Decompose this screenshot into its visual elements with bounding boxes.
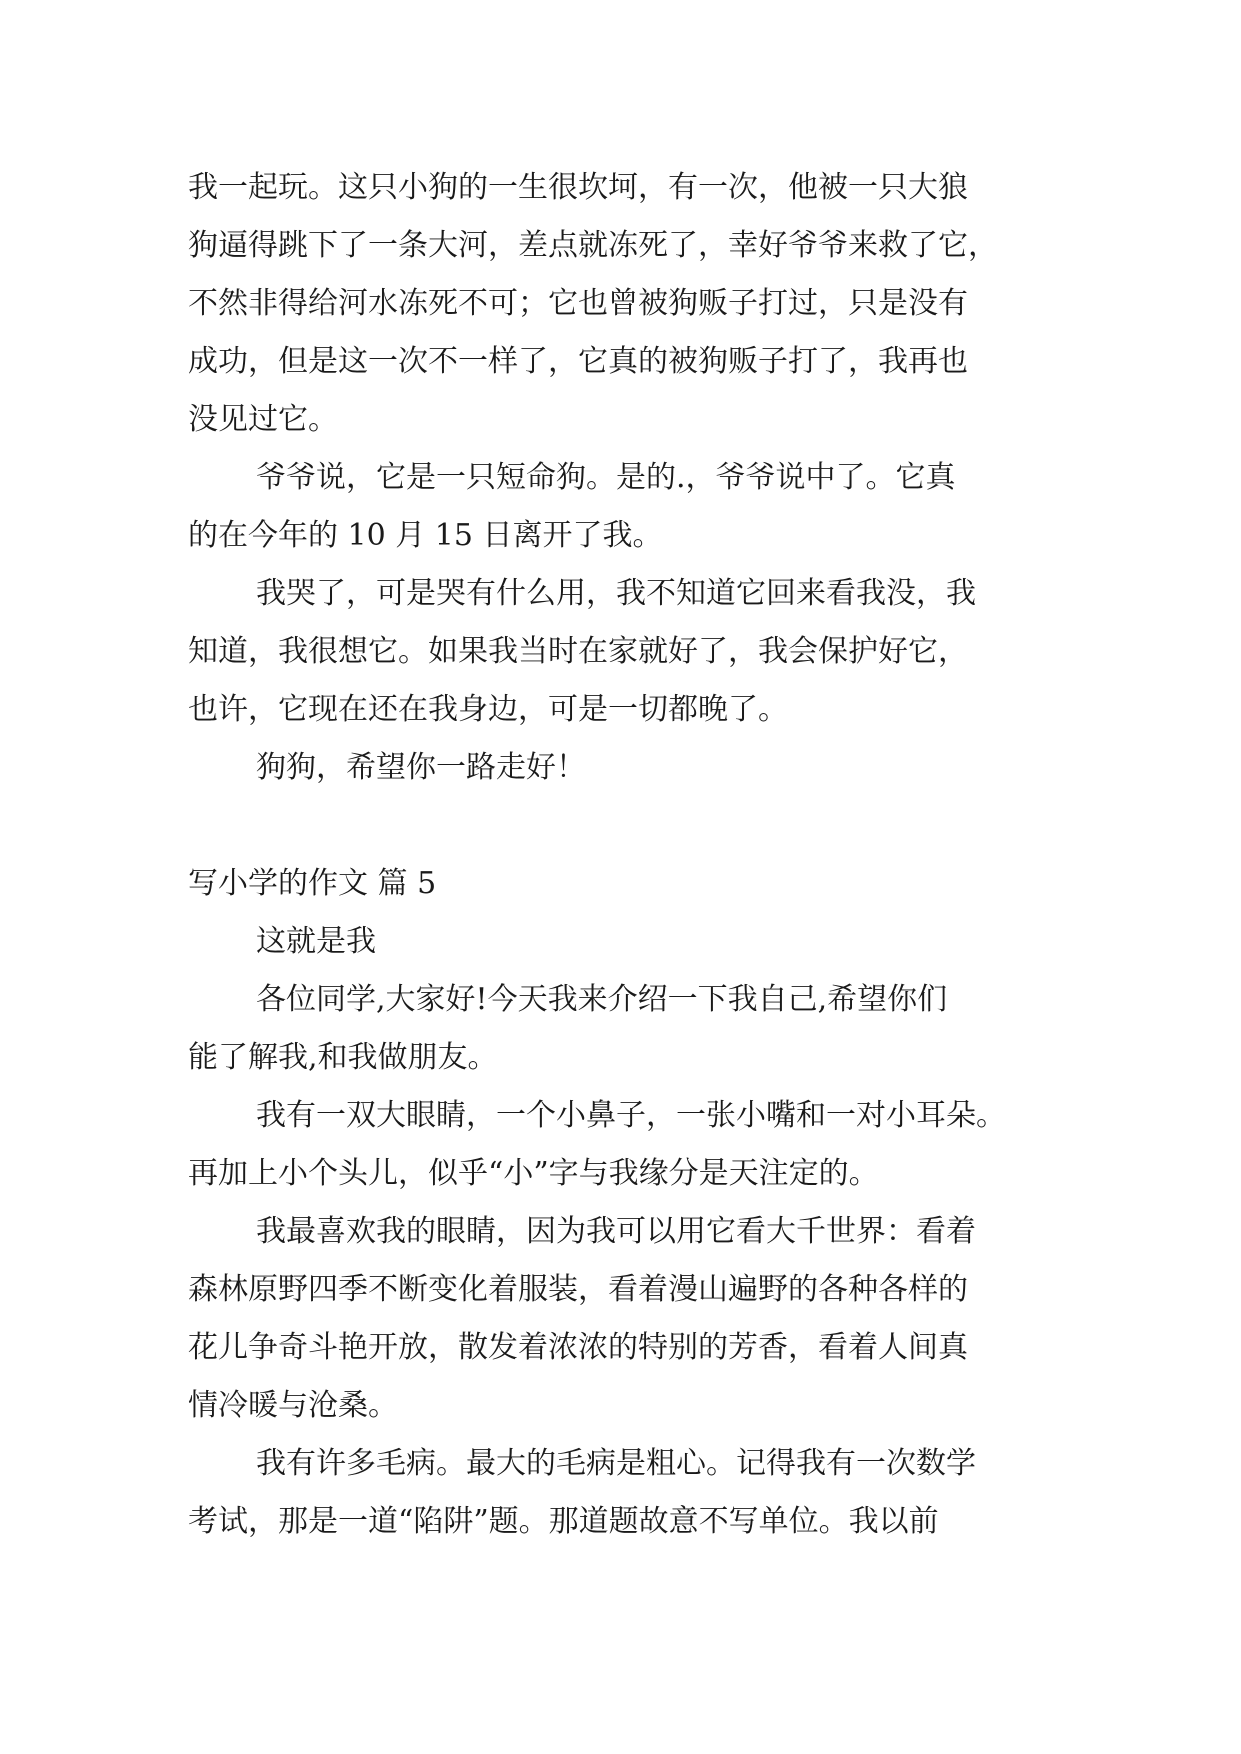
paragraph-start: 我最喜欢我的眼睛，因为我可以用它看大千世界：看着 xyxy=(256,1214,976,1249)
text-line: 我一起玩。这只小狗的一生很坎坷，有一次，他被一只大狼 xyxy=(188,170,968,205)
text-line: 情冷暖与沧桑。 xyxy=(188,1388,398,1423)
text-line: 花儿争奇斗艳开放，散发着浓浓的特别的芳香，看着人间真 xyxy=(188,1330,968,1365)
text-line: 再加上小个头儿，似乎“小”字与我缘分是天注定的。 xyxy=(188,1156,879,1191)
text-line: 也许，它现在还在我身边，可是一切都晚了。 xyxy=(188,692,788,727)
paragraph-start: 各位同学,大家好!今天我来介绍一下我自己,希望你们 xyxy=(256,982,948,1017)
text-line: 狗逼得跳下了一条大河，差点就冻死了，幸好爷爷来救了它， xyxy=(188,228,998,263)
essay-title: 这就是我 xyxy=(256,924,376,959)
paragraph-start: 我有一双大眼睛，一个小鼻子，一张小嘴和一对小耳朵。 xyxy=(256,1098,1006,1133)
paragraph-start: 我哭了，可是哭有什么用，我不知道它回来看我没，我 xyxy=(256,576,976,611)
paragraph-start: 我有许多毛病。最大的毛病是粗心。记得我有一次数学 xyxy=(256,1446,976,1481)
text-line: 不然非得给河水冻死不可；它也曾被狗贩子打过，只是没有 xyxy=(188,286,968,321)
text-line: 没见过它。 xyxy=(188,402,338,437)
text-line: 的在今年的 10 月 15 日离开了我。 xyxy=(188,518,663,553)
section-heading: 写小学的作文 篇 5 xyxy=(188,866,437,901)
text-line: 知道，我很想它。如果我当时在家就好了，我会保护好它， xyxy=(188,634,968,669)
text-line: 森林原野四季不断变化着服装，看着漫山遍野的各种各样的 xyxy=(188,1272,968,1307)
text-line: 能了解我,和我做朋友。 xyxy=(188,1040,498,1075)
paragraph-start: 狗狗，希望你一路走好！ xyxy=(256,750,586,785)
text-line: 成功，但是这一次不一样了，它真的被狗贩子打了，我再也 xyxy=(188,344,968,379)
text-line: 考试，那是一道“陷阱”题。那道题故意不写单位。我以前 xyxy=(188,1504,939,1539)
paragraph-start: 爷爷说，它是一只短命狗。是的.，爷爷说中了。它真 xyxy=(256,460,956,495)
